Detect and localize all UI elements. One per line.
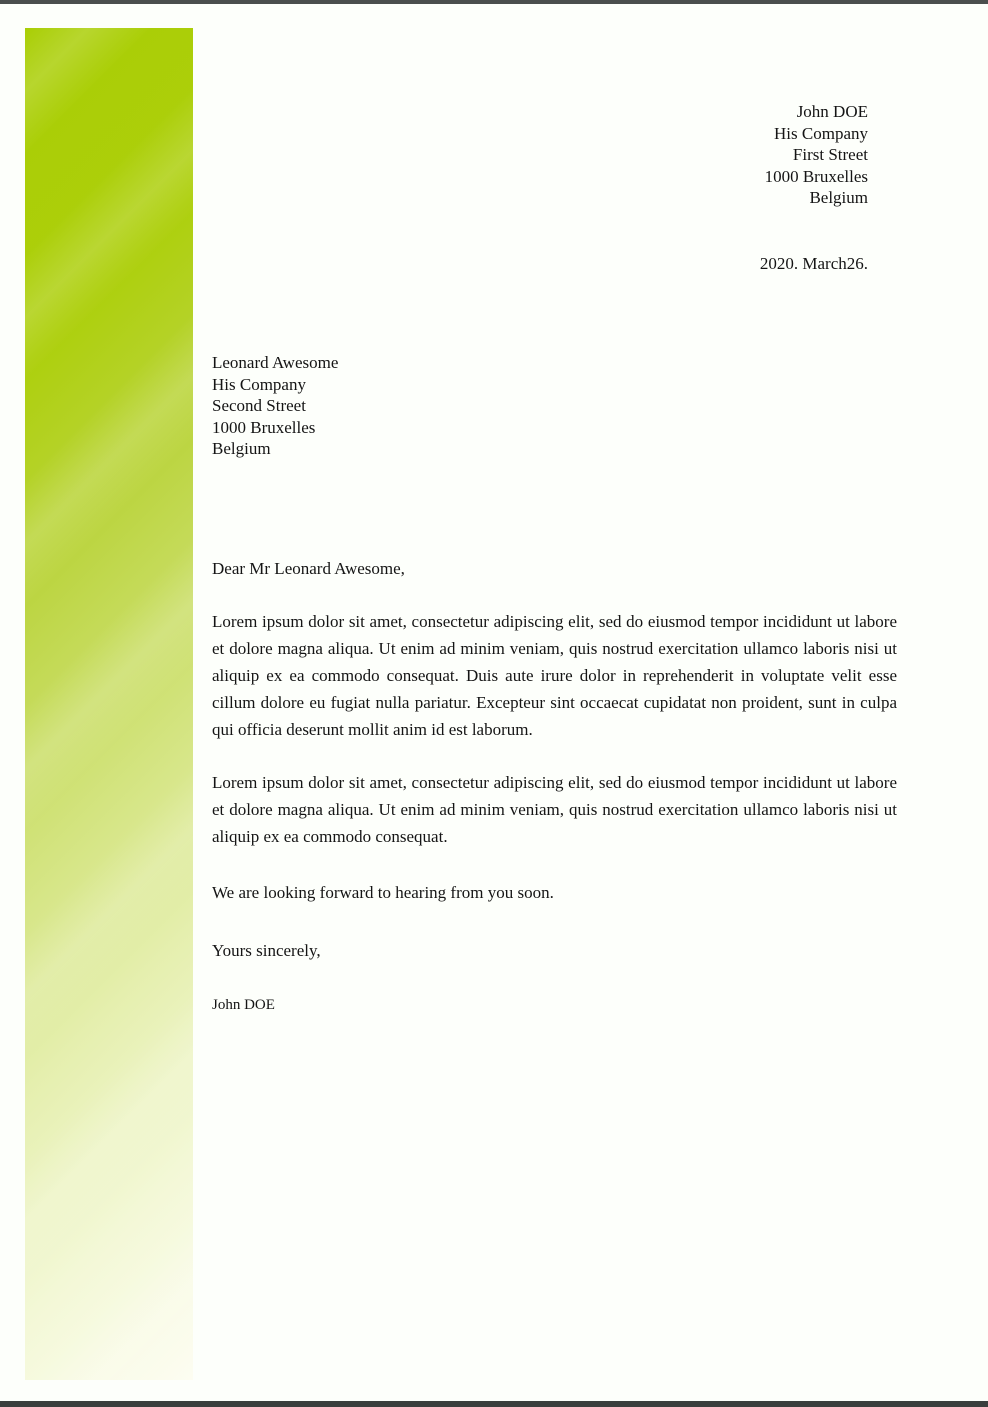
sender-country: Belgium — [809, 188, 868, 207]
recipient-address-block — [212, 352, 897, 460]
sender-company: His Company — [774, 123, 868, 143]
letter-date: 2020. March26. — [759, 253, 868, 273]
recipient-company: His Company — [212, 374, 306, 394]
green-gradient-sidebar — [25, 28, 193, 1380]
recipient-city: 1000 Bruxelles — [212, 417, 316, 437]
recipient-name: Leonard Awesome — [212, 353, 339, 372]
body-paragraph-2: Lorem ipsum dolor sit amet, consectetur adipiscing elit, sed do eiusmod tempor incididunt ut labore et dolore magna aliqua. Ut enim ad minim veniam, quis nostrud exercitation ullamco laboris nisi ut aliquip ex ea commodo consequat. — [212, 772, 897, 846]
recipient-street: Second Street — [212, 396, 306, 415]
valediction: Yours sincerely, — [212, 940, 321, 960]
sender-city: 1000 Bruxelles — [764, 166, 868, 186]
sender-street: First Street — [792, 145, 868, 164]
salutation: Dear Mr Leonard Awesome, — [212, 558, 405, 578]
bottom-edge-bar — [0, 1401, 988, 1407]
recipient-country: Belgium — [212, 439, 271, 458]
letter-content — [212, 0, 897, 1016]
sender-address-block — [212, 101, 897, 209]
sender-name: John DOE — [796, 102, 868, 121]
signature-name: John DOE — [212, 996, 275, 1013]
body-paragraph-1: Lorem ipsum dolor sit amet, consectetur adipiscing elit, sed do eiusmod tempor incididunt ut labore et dolore magna aliqua. Ut enim ad minim veniam, quis nostrud exercitation ullamco laboris nisi ut aliquip ex ea commodo consequat. Duis aute irure dolor in reprehenderit in voluptate velit esse cillum dolore eu fugiat nulla pariatur. Excepteur sint occaecat cupidatat non proident, sunt in culpa qui officia deserunt mollit anim id est laborum. — [212, 611, 897, 739]
closing-line: We are looking forward to hearing from you soon. — [212, 882, 554, 902]
